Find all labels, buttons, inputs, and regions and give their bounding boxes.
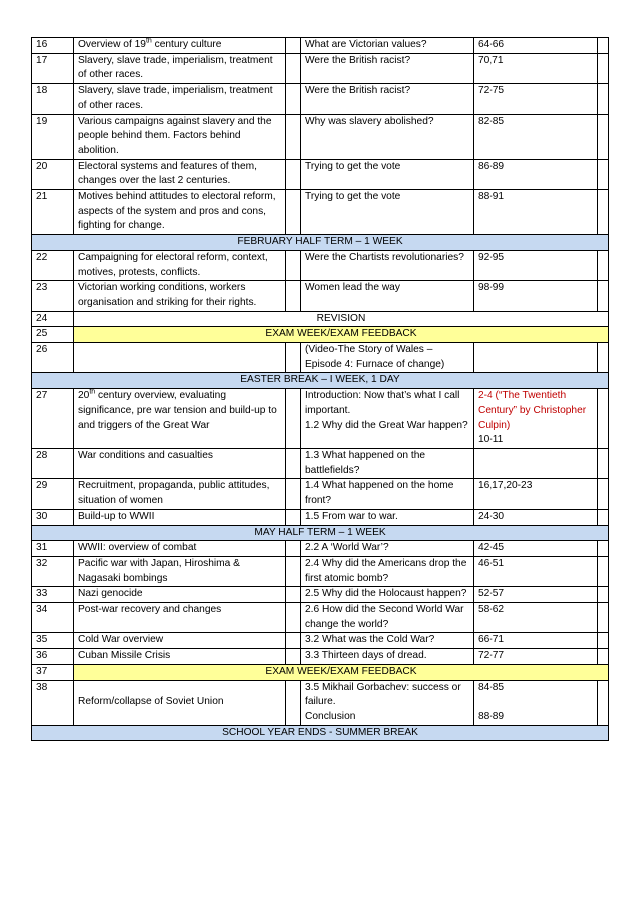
spacer-cell <box>286 281 301 311</box>
question-cell: Why was slavery abolished? <box>301 114 474 159</box>
pages-line: 84-85 <box>478 681 505 693</box>
week-number: 23 <box>32 281 74 311</box>
week-number: 22 <box>32 250 74 280</box>
question-cell: 2.4 Why did the Americans drop the first atomic bomb? <box>301 556 474 586</box>
week-number: 30 <box>32 509 74 525</box>
pages-cell: 64-66 <box>474 38 598 54</box>
pages-text: 10-11 <box>478 434 504 446</box>
table-row <box>32 556 609 586</box>
spacer-cell <box>286 680 301 725</box>
topic-cell: Electoral systems and features of them, changes over the last 2 centuries. <box>74 159 286 189</box>
topic-superscript: th <box>89 388 96 396</box>
spacer-cell <box>286 587 301 603</box>
question-cell: 1.5 From war to war. <box>301 509 474 525</box>
spacer-cell <box>598 479 609 509</box>
spacer-cell <box>598 84 609 114</box>
scheme-of-work-table <box>31 37 609 741</box>
topic-cell <box>74 389 286 449</box>
spacer-cell <box>598 603 609 633</box>
table-row <box>32 190 609 235</box>
pages-cell: 72-75 <box>474 84 598 114</box>
holiday-divider-row <box>32 235 609 251</box>
spacer-cell <box>598 389 609 449</box>
spacer-cell <box>286 509 301 525</box>
pages-cell: 42-45 <box>474 541 598 557</box>
pages-cell: 52-57 <box>474 587 598 603</box>
question-cell: Trying to get the vote <box>301 159 474 189</box>
spacer-cell <box>598 159 609 189</box>
spacer-cell <box>598 250 609 280</box>
topic-cell: Various campaigns against slavery and the people behind them. Factors behind abolition. <box>74 114 286 159</box>
week-number: 38 <box>32 680 74 725</box>
question-cell <box>301 680 474 725</box>
revision-row <box>32 311 609 327</box>
spacer-cell <box>286 250 301 280</box>
week-number: 27 <box>32 389 74 449</box>
spacer-cell <box>286 159 301 189</box>
table-row <box>32 38 609 54</box>
spacer-cell <box>598 633 609 649</box>
spacer-cell <box>598 556 609 586</box>
table-row <box>32 343 609 373</box>
topic-text-rest: century culture <box>151 39 222 50</box>
question-cell: Trying to get the vote <box>301 190 474 235</box>
exam-week-label: EXAM WEEK/EXAM FEEDBACK <box>74 327 609 343</box>
pages-cell: 58-62 <box>474 603 598 633</box>
exam-week-label: EXAM WEEK/EXAM FEEDBACK <box>74 664 609 680</box>
school-year-end-label: SCHOOL YEAR ENDS - SUMMER BREAK <box>32 725 609 741</box>
topic-cell: Cuban Missile Crisis <box>74 649 286 665</box>
week-number: 24 <box>32 311 74 327</box>
topic-cell <box>74 38 286 54</box>
week-number: 31 <box>32 541 74 557</box>
spacer-cell <box>286 541 301 557</box>
topic-text-rest: century overview, evaluating significance, pre war tension and build-up to and triggers of the Great War <box>78 390 277 431</box>
topic-cell: Campaigning for electoral reform, context, motives, protests, conflicts. <box>74 250 286 280</box>
table-row <box>32 603 609 633</box>
table-row <box>32 509 609 525</box>
week-number: 17 <box>32 53 74 83</box>
question-line: Introduction: Now that’s what I call important. <box>305 390 460 416</box>
scheme-of-work-table-wrapper <box>31 37 608 741</box>
spacer-cell <box>286 114 301 159</box>
week-number: 18 <box>32 84 74 114</box>
table-row <box>32 649 609 665</box>
spacer-cell <box>598 114 609 159</box>
pages-cell: 98-99 <box>474 281 598 311</box>
table-row <box>32 633 609 649</box>
question-cell: 1.3 What happened on the battlefields? <box>301 448 474 478</box>
topic-cell: War conditions and casualties <box>74 448 286 478</box>
textbook-reference: 2-4 (“The Twentieth Century” by Christopher Culpin) <box>478 390 587 431</box>
table-row <box>32 479 609 509</box>
topic-cell: Motives behind attitudes to electoral reform, aspects of the system and pros and cons, fighting for change. <box>74 190 286 235</box>
spacer-cell <box>286 84 301 114</box>
week-number: 26 <box>32 343 74 373</box>
spacer-cell <box>286 190 301 235</box>
topic-cell: Slavery, slave trade, imperialism, treatment of other races. <box>74 53 286 83</box>
revision-label: REVISION <box>74 311 609 327</box>
topic-cell <box>74 343 286 373</box>
february-half-term-label: FEBRUARY HALF TERM – 1 WEEK <box>32 235 609 251</box>
topic-cell: Recruitment, propaganda, public attitudes, situation of women <box>74 479 286 509</box>
question-cell: What are Victorian values? <box>301 38 474 54</box>
week-number: 28 <box>32 448 74 478</box>
spacer-cell <box>598 587 609 603</box>
topic-text: 20 <box>78 390 90 402</box>
spacer-cell <box>598 509 609 525</box>
spacer-cell <box>286 603 301 633</box>
week-number: 37 <box>32 664 74 680</box>
topic-cell: Cold War overview <box>74 633 286 649</box>
question-line: Conclusion <box>305 710 356 722</box>
pages-cell: 24-30 <box>474 509 598 525</box>
spacer-cell <box>286 649 301 665</box>
spacer-cell <box>598 680 609 725</box>
holiday-divider-row <box>32 373 609 389</box>
pages-cell: 16,17,20-23 <box>474 479 598 509</box>
topic-cell: Post-war recovery and changes <box>74 603 286 633</box>
spacer-cell <box>598 649 609 665</box>
topic-cell: Reform/collapse of Soviet Union <box>74 680 286 725</box>
topic-cell: WWII: overview of combat <box>74 541 286 557</box>
table-row <box>32 541 609 557</box>
question-cell: 3.3 Thirteen days of dread. <box>301 649 474 665</box>
week-number: 34 <box>32 603 74 633</box>
spacer-cell <box>286 53 301 83</box>
pages-cell <box>474 680 598 725</box>
question-cell: Were the British racist? <box>301 53 474 83</box>
table-row <box>32 448 609 478</box>
holiday-divider-row <box>32 525 609 541</box>
question-line: 3.5 Mikhail Gorbachev: success or failure. <box>305 681 461 708</box>
question-cell <box>301 389 474 449</box>
question-cell: 3.2 What was the Cold War? <box>301 633 474 649</box>
topic-cell: Victorian working conditions, workers organisation and striking for their rights. <box>74 281 286 311</box>
holiday-divider-row <box>32 725 609 741</box>
week-number: 20 <box>32 159 74 189</box>
question-cell: (Video-The Story of Wales – Episode 4: Furnace of change) <box>301 343 474 373</box>
table-row <box>32 159 609 189</box>
week-number: 32 <box>32 556 74 586</box>
may-half-term-label: MAY HALF TERM – 1 WEEK <box>32 525 609 541</box>
pages-cell <box>474 343 598 373</box>
spacer-cell <box>598 343 609 373</box>
table-row <box>32 587 609 603</box>
week-number: 21 <box>32 190 74 235</box>
question-cell: 1.4 What happened on the home front? <box>301 479 474 509</box>
week-number: 36 <box>32 649 74 665</box>
easter-break-label: EASTER BREAK – I WEEK, 1 DAY <box>32 373 609 389</box>
spacer-cell <box>598 281 609 311</box>
exam-row <box>32 327 609 343</box>
table-row <box>32 53 609 83</box>
table-row <box>32 389 609 449</box>
week-number: 16 <box>32 38 74 54</box>
pages-cell <box>474 448 598 478</box>
week-number: 33 <box>32 587 74 603</box>
week-number: 25 <box>32 327 74 343</box>
spacer-cell <box>598 541 609 557</box>
question-cell: 2.5 Why did the Holocaust happen? <box>301 587 474 603</box>
table-row <box>32 84 609 114</box>
spacer-cell <box>286 448 301 478</box>
spacer-cell <box>286 479 301 509</box>
pages-cell: 92-95 <box>474 250 598 280</box>
spacer-cell <box>286 38 301 54</box>
spacer-cell <box>598 38 609 54</box>
spacer-cell <box>598 190 609 235</box>
pages-cell: 72-77 <box>474 649 598 665</box>
question-line: 1.2 Why did the Great War happen? <box>305 419 468 431</box>
spacer-cell <box>286 389 301 449</box>
spacer-cell <box>286 556 301 586</box>
table-row <box>32 250 609 280</box>
pages-cell: 86-89 <box>474 159 598 189</box>
question-cell: 2.6 How did the Second World War change the world? <box>301 603 474 633</box>
topic-cell: Slavery, slave trade, imperialism, treatment of other races. <box>74 84 286 114</box>
pages-cell: 46-51 <box>474 556 598 586</box>
topic-cell: Build-up to WWII <box>74 509 286 525</box>
spacer-cell <box>598 53 609 83</box>
pages-cell: 70,71 <box>474 53 598 83</box>
question-cell: Were the British racist? <box>301 84 474 114</box>
pages-cell <box>474 389 598 449</box>
pages-cell: 66-71 <box>474 633 598 649</box>
week-number: 35 <box>32 633 74 649</box>
question-cell: Women lead the way <box>301 281 474 311</box>
topic-cell: Pacific war with Japan, Hiroshima & Nagasaki bombings <box>74 556 286 586</box>
exam-row <box>32 664 609 680</box>
pages-cell: 82-85 <box>474 114 598 159</box>
pages-line: 88-89 <box>478 710 505 722</box>
topic-cell: Nazi genocide <box>74 587 286 603</box>
week-number: 19 <box>32 114 74 159</box>
pages-cell: 88-91 <box>474 190 598 235</box>
topic-superscript: th <box>145 37 152 45</box>
table-row <box>32 680 609 725</box>
spacer-cell <box>286 343 301 373</box>
pages-line <box>478 695 593 710</box>
table-row <box>32 114 609 159</box>
topic-text: Overview of 19 <box>78 39 146 50</box>
spacer-cell <box>598 448 609 478</box>
spacer-cell <box>286 633 301 649</box>
question-cell: 2.2 A ‘World War’? <box>301 541 474 557</box>
table-row <box>32 281 609 311</box>
week-number: 29 <box>32 479 74 509</box>
question-cell: Were the Chartists revolutionaries? <box>301 250 474 280</box>
